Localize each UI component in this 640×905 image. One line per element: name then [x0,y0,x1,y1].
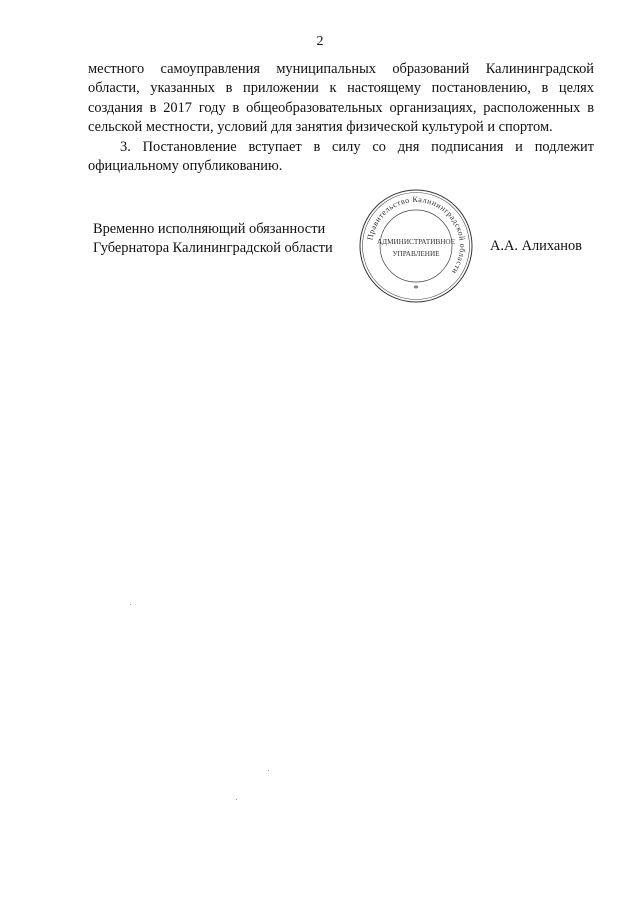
signatory-title [93,220,333,257]
signatory-title-line2: Губернатора Калининградской области [93,239,333,256]
signatory-name: А.А. Алиханов [490,238,582,254]
scan-speck [268,770,269,771]
svg-text:Правительство Калининградской [365,195,467,276]
paragraph-continuation: местного самоуправления муниципальных образований Калининградской области, указанных в приложении к настоящему постановлению, в целях создания в 2017 году в общеобразовательных организациях, расположенных в сельской местности, условий для занятия физической культурой и спортом. [88,61,594,136]
body-text [88,60,594,176]
stamp-star: * [413,284,419,295]
scan-speck [130,604,131,605]
signatory-title-line1: Временно исполняющий обязанности [93,221,326,237]
paragraph-3: 3. Постановление вступает в силу со дня подписания и подлежит официальному опубликованию. [88,138,594,175]
stamp-ring-text: Правительство Калининградской области [365,194,468,277]
scan-speck [236,799,237,800]
page-number: 2 [316,34,324,49]
stamp-center-line1: АДМИНИСТРАТИВНОЕ [376,238,456,246]
official-stamp [356,186,476,306]
stamp-center-line2: УПРАВЛЕНИЕ [392,250,440,258]
